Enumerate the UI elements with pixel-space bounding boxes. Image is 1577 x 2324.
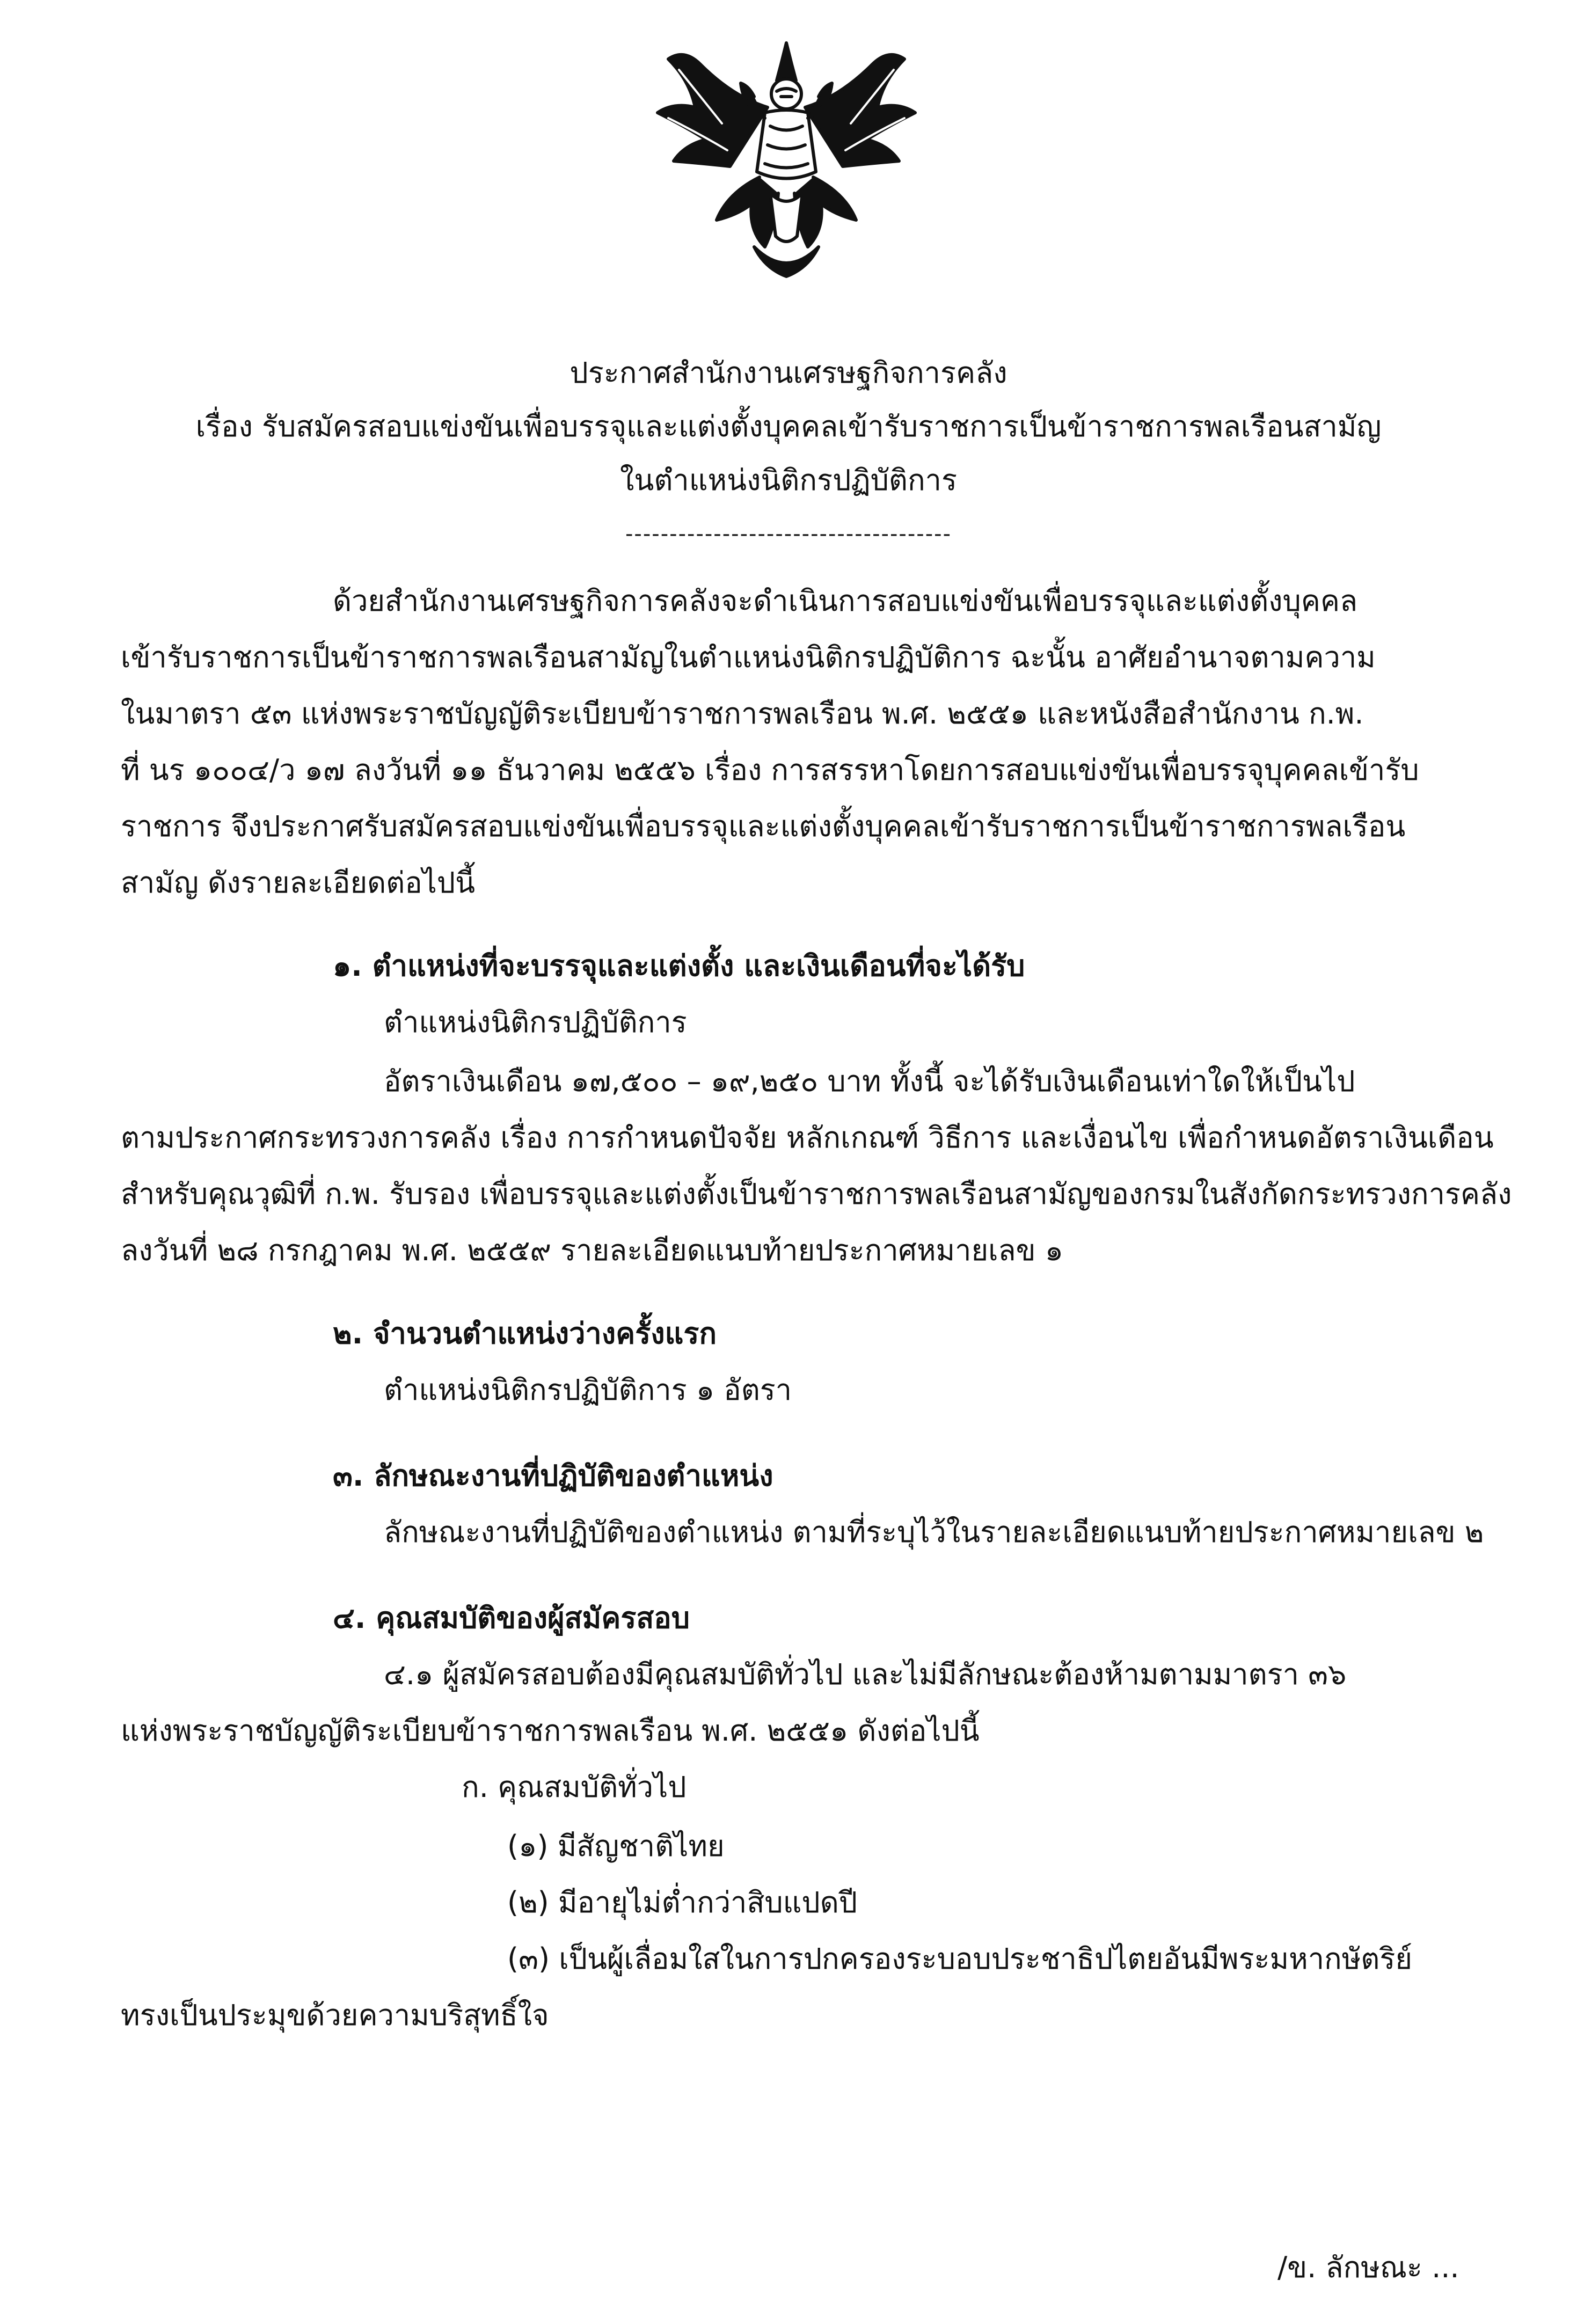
section-1-line: อัตราเงินเดือน ๑๗,๕๐๐ – ๑๙,๒๕๐ บาท ทั้งนี้ จะได้รับเงินเดือนเท่าใดให้เป็นไป <box>384 1064 1355 1098</box>
section-4-line: แห่งพระราชบัญญัติระเบียบข้าราชการพลเรือน พ.ศ. ๒๕๕๑ ดังต่อไปนี้ <box>121 1714 980 1748</box>
header-divider: ------------------------------------- <box>625 522 952 546</box>
section-3-heading: ๓. ลักษณะงานที่ปฏิบัติของตำแหน่ง <box>333 1459 773 1493</box>
announcement-title: ประกาศสำนักงานเศรษฐกิจการคลัง <box>570 356 1007 390</box>
section-1-heading: ๑. ตำแหน่งที่จะบรรจุและแต่งตั้ง และเงินเดือนที่จะได้รับ <box>333 949 1025 983</box>
intro-line: เข้ารับราชการเป็นข้าราชการพลเรือนสามัญในตำแหน่งนิติกรปฏิบัติการ ฉะนั้น อาศัยอำนาจตามความ <box>121 640 1376 674</box>
qualification-item: (๑) มีสัญชาติไทย <box>507 1829 725 1863</box>
section-4-heading: ๔. คุณสมบัติของผู้สมัครสอบ <box>333 1601 690 1635</box>
intro-line: ในมาตรา ๕๓ แห่งพระราชบัญญัติระเบียบข้าราชการพลเรือน พ.ศ. ๒๕๕๑ และหนังสือสำนักงาน ก.พ. <box>121 697 1364 730</box>
section-1-line: ตามประกาศกระทรวงการคลัง เรื่อง การกำหนดปัจจัย หลักเกณฑ์ วิธีการ และเงื่อนไข เพื่อกำหนดอัตราเงินเดือน <box>121 1121 1494 1154</box>
section-4-subheading: ก. คุณสมบัติทั่วไป <box>462 1770 687 1804</box>
announcement-subject: เรื่อง รับสมัครสอบแข่งขันเพื่อบรรจุและแต่งตั้งบุคคลเข้ารับราชการเป็นข้าราชการพลเรือนสามัญ <box>195 410 1382 443</box>
qualification-item: (๓) เป็นผู้เลื่อมใสในการปกครองระบอบประชาธิปไตยอันมีพระมหากษัตริย์ <box>507 1942 1413 1976</box>
garuda-emblem-icon <box>636 32 937 284</box>
section-3-text: ลักษณะงานที่ปฏิบัติของตำแหน่ง ตามที่ระบุไว้ในรายละเอียดแนบท้ายประกาศหมายเลข ๒ <box>384 1515 1484 1549</box>
announcement-position: ในตำแหน่งนิติกรปฏิบัติการ <box>620 463 957 497</box>
qualification-continuation: ทรงเป็นประมุขด้วยความบริสุทธิ์ใจ <box>121 1998 549 2032</box>
section-1-line: สำหรับคุณวุฒิที่ ก.พ. รับรอง เพื่อบรรจุและแต่งตั้งเป็นข้าราชการพลเรือนสามัญของกรมในสังกัดกระทรวงการคลัง <box>121 1177 1512 1211</box>
section-1-position: ตำแหน่งนิติกรปฏิบัติการ <box>384 1005 687 1039</box>
intro-line: สามัญ ดังรายละเอียดต่อไปนี้ <box>121 866 475 900</box>
section-4-line: ๔.๑ ผู้สมัครสอบต้องมีคุณสมบัติทั่วไป และไม่มีลักษณะต้องห้ามตามมาตรา ๓๖ <box>384 1657 1347 1691</box>
intro-line: ราชการ จึงประกาศรับสมัครสอบแข่งขันเพื่อบรรจุและแต่งตั้งบุคคลเข้ารับราชการเป็นข้าราชการพลเรือน <box>121 809 1406 843</box>
intro-line: ด้วยสำนักงานเศรษฐกิจการคลังจะดำเนินการสอบแข่งขันเพื่อบรรจุและแต่งตั้งบุคคล <box>333 584 1358 618</box>
section-2-heading: ๒. จำนวนตำแหน่งว่างครั้งแรก <box>333 1317 717 1350</box>
section-2-text: ตำแหน่งนิติกรปฏิบัติการ ๑ อัตรา <box>384 1373 792 1407</box>
intro-line: ที่ นร ๑๐๐๔/ว ๑๗ ลงวันที่ ๑๑ ธันวาคม ๒๕๕๖ เรื่อง การสรรหาโดยการสอบแข่งขันเพื่อบรรจุบุคคลเข้ารับ <box>121 753 1419 787</box>
section-1-line: ลงวันที่ ๒๘ กรกฎาคม พ.ศ. ๒๕๕๙ รายละเอียดแนบท้ายประกาศหมายเลข ๑ <box>121 1233 1064 1267</box>
qualification-item: (๒) มีอายุไม่ต่ำกว่าสิบแปดปี <box>507 1885 858 1919</box>
next-page-marker: /ข. ลักษณะ ... <box>1277 2250 1459 2284</box>
